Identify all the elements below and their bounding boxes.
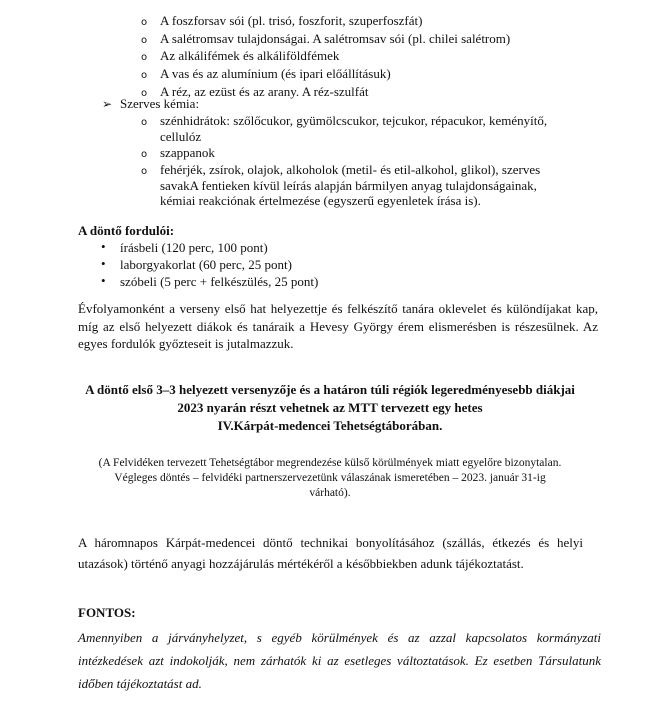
important-body: Amennyiben a járványhelyzet, s egyéb körülmények és az azzal kapcsolatos kormányzati intézkedések azt indokolják, nem zárhatók ki az esetleges változtatások. Ez esetben Társulatunk időben tájékoztatást ad. [78,630,601,691]
list-item: Az alkálifémek és alkáliföldfémek [160,48,340,63]
list-bullet-circle: o [141,17,148,28]
note-line: Végleges döntés – felvidéki partnerszervezetünk válaszának ismeretében – 2023. január 31-ig [114,472,546,484]
note-line: várható). [309,487,351,499]
list-bullet-circle: o [141,88,148,99]
list-bullet-circle: o [141,149,148,160]
list-bullet-circle: o [141,117,148,128]
list-item: A foszforsav sói (pl. trisó, foszforit, szuperfoszfát) [160,13,423,28]
announcement-line: 2023 nyarán részt vehetnek az MTT tervezett egy hetes [177,400,483,415]
important-heading: FONTOS: [78,605,136,620]
arrow-bullet-icon: ➢ [102,97,113,111]
section-heading: A döntő fordulói: [78,223,175,238]
list-item: laborgyakorlat (60 perc, 25 pont) [120,257,292,272]
list-bullet-circle: o [141,52,148,63]
list-item: fehérjék, zsírok, olajok, alkoholok (metil- és etil-alkohol, glikol), szerves [160,162,541,177]
list-item: szóbeli (5 perc + felkészülés, 25 pont) [120,274,319,289]
list-bullet-dot: • [101,273,106,288]
list-bullet-circle: o [141,35,148,46]
list-bullet-dot: • [101,239,106,254]
list-item: A vas és az alumínium (és ipari előállításuk) [160,66,391,81]
list-item: szénhidrátok: szőlőcukor, gyümölcscukor, tejcukor, répacukor, keményítő, [160,113,548,128]
list-item-continuation: kémiai reakciónak értelmezése (egyszerű egyenletek írása is). [160,193,481,208]
list-item-continuation: cellulóz [160,129,202,144]
awards-paragraph: Évfolyamonként a verseny első hat helyezettje és felkészítő tanára oklevelet és különdíjakat kap, míg az első helyezett diákok és tanáraik a Hevesy György érem elismerésben is részesülnek. Az egyes fordulók győzteseit is jutalmazzuk. [78,301,598,351]
note-line: (A Felvidéken tervezett Tehetségtábor megrendezése külső körülmények miatt egyelőre bizonytalan. [98,457,562,469]
announcement-line: A döntő első 3–3 helyezett versenyzője és a határon túli régiók legeredményesebb diákjai [85,382,575,397]
list-item: szappanok [160,145,215,160]
announcement-line: IV.Kárpát-medencei Tehetségtáborában. [217,418,443,433]
funding-paragraph: A háromnapos Kárpát-medencei döntő technikai bonyolításához (szállás, étkezés és helyi utazások) történő anyagi hozzájárulás mértékéről a későbbiekben adunk tájékoztatást. [78,535,583,571]
organic-heading: Szerves kémia: [120,96,200,111]
list-bullet-dot: • [101,256,106,271]
list-bullet-circle: o [141,166,148,177]
list-item: írásbeli (120 perc, 100 pont) [120,240,268,255]
list-item: A réz, az ezüst és az arany. A réz-szulfát [160,84,369,99]
list-bullet-circle: o [141,70,148,81]
list-item: A salétromsav tulajdonságai. A salétromsav sói (pl. chilei salétrom) [160,31,511,46]
list-item-continuation: savakA fentieken kívül leírás alapján bármilyen anyag tulajdonságainak, [160,178,537,193]
